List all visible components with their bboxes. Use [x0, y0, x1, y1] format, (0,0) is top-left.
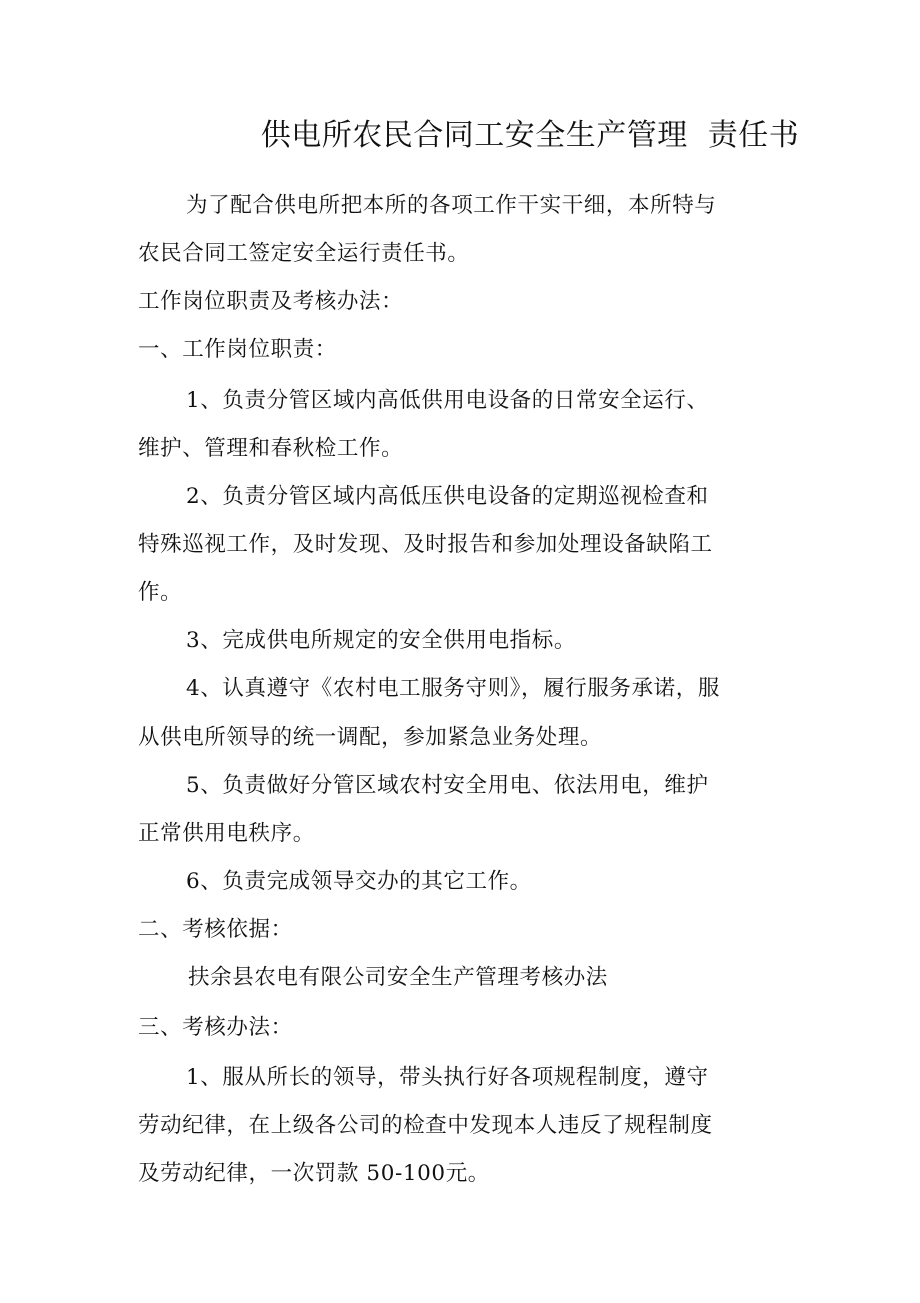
duty-5-line-2: 正常供用电秩序。 — [138, 821, 315, 846]
assessment-1-line-3: 及劳动纪律，一次罚款 50-100元。 — [138, 1161, 490, 1186]
duty-5-line-1: 5、负责做好分管区域农村安全用电、依法用电，维护 — [186, 773, 709, 798]
duty-1-line-1: 1、负责分管区域内高低供用电设备的日常安全运行、 — [186, 388, 709, 413]
section3-heading: 三、考核办法： — [138, 1015, 293, 1040]
section2-text: 扶余县农电有限公司安全生产管理考核办法 — [188, 965, 608, 990]
intro-line-2: 农民合同工签定安全运行责任书。 — [138, 241, 470, 266]
duty-2-line-1: 2、负责分管区域内高低压供电设备的定期巡视检查和 — [186, 484, 709, 509]
duty-1-line-2: 维护、管理和春秋检工作。 — [138, 436, 404, 461]
duty-4-line-1: 4、认真遵守《农村电工服务守则》，履行服务承诺，服 — [186, 676, 720, 701]
intro-line-1: 为了配合供电所把本所的各项工作干实干细，本所特与 — [186, 193, 717, 218]
assessment-1-line-2: 劳动纪律，在上级各公司的检查中发现本人违反了规程制度 — [138, 1113, 713, 1138]
duty-2-line-3: 作。 — [138, 580, 183, 605]
section2-heading: 二、考核依据： — [138, 917, 293, 942]
duty-4-line-2: 从供电所领导的统一调配，参加紧急业务处理。 — [138, 725, 603, 750]
duty-3-line-1: 3、完成供电所规定的安全供用电指标。 — [186, 628, 576, 653]
section1-heading: 一、工作岗位职责： — [138, 337, 337, 362]
document-title: 供电所农民合同工安全生产管理 责任书 — [260, 118, 800, 153]
main-heading: 工作岗位职责及考核办法： — [138, 289, 404, 314]
duty-6-line-1: 6、负责完成领导交办的其它工作。 — [186, 869, 532, 894]
assessment-1-line-1: 1、服从所长的领导，带头执行好各项规程制度，遵守 — [186, 1065, 709, 1090]
duty-2-line-2: 特殊巡视工作，及时发现、及时报告和参加处理设备缺陷工 — [138, 532, 713, 557]
